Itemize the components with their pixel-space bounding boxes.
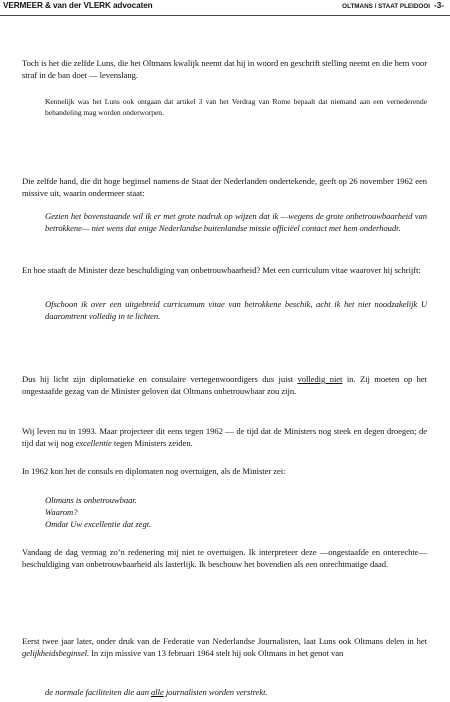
paragraph-5-text-end: in. Zij moeten op het ongestaafde gezag van de Minister geloven dat Oltmans onbetrouwbaar zou zijn.	[22, 374, 427, 396]
paragraph-6-italic: excellentie	[75, 438, 112, 448]
case-title: OLTMANS / STAAT PLEIDOOI	[342, 3, 430, 10]
quote-2: Ofschoon ik over een uitgebreid curricumum vitae van betrokkene beschik, acht ik het niet noodzakelijk U daaromtrent volledig in te lichten.	[45, 299, 427, 321]
quote-3-line: Waarom?	[45, 507, 78, 517]
quote-3-line: Omdat Uw excellentie dat zegt.	[45, 519, 152, 529]
quote-3-line: Oltmans is onbetrouwbaar.	[45, 495, 137, 505]
paragraph-6-text-end: tegen Ministers zeiden.	[111, 438, 193, 448]
quote-4-underlined: alle	[151, 687, 164, 697]
quote-4-text: de normale faciliteiten die aan	[45, 687, 152, 697]
paragraph-9-text: Eerst twee jaar later, onder druk van de Federatie van Nederlandse Journalisten, laat Luns ook Oltmans delen in het	[22, 636, 427, 646]
paragraph-5-underlined: volledig niet	[297, 374, 343, 384]
paragraph-8: Vandaag de dag vermag zo’n redenering mij niet te overtuigen. Ik interpreteer deze —ongestaafde en onterechte— beschuldiging van onbetrouwbaarheid als lasterlijk. Ik beschouw het bovendien als een onrechtmatige daad.	[22, 547, 427, 569]
paragraph-6-text: Wij leven nu in 1993. Maar projecteer dit eens tegen 1962 — de tijd dat de Ministers nog steek en degen droegen; de tijd dat wij nog	[22, 426, 427, 448]
paragraph-2: Kennelijk was het Luns ook ontgaan dat artikel 3 van het Verdrag van Rome bepaalt dat niemand aan een vernederende behandeling mag worden onderworpen.	[45, 97, 427, 117]
paragraph-4: En hoe staaft de Minister deze beschuldiging van onbetrouwbaarheid? Met een curriculum vitae waarover hij schrijft:	[22, 265, 421, 275]
page-header	[3, 1, 444, 14]
paragraph-6	[22, 425, 427, 449]
quote-3	[45, 494, 427, 530]
header-rule	[0, 15, 450, 16]
firm-name: VERMEER & van der VLERK advocaten	[3, 1, 153, 10]
paragraph-9-text-end: . In zijn missive van 13 februari 1964 stelt hij ook Oltmans in het genot van	[86, 648, 344, 658]
paragraph-1: Toch is het die zelfde Luns, die het Oltmans kwalijk neemt dat hij in woord en geschrift stelling neemt en die hem voor straf in de ban doet — levenslang.	[22, 58, 427, 80]
quote-4-text-end: journalisten worden verstrekt.	[163, 687, 268, 697]
paragraph-5	[22, 373, 427, 397]
paragraph-9	[22, 635, 427, 659]
paragraph-7: In 1962 kon het de consuls en diplomaten nog overtuigen, als de Minister zei:	[22, 466, 286, 476]
page-number: -3-	[433, 1, 444, 10]
paragraph-9-italic: gelijkheidsbeginsel	[22, 648, 87, 658]
paragraph-5-text: Dus hij licht zijn diplomatieke en consulaire vertegenwoordigers dus juist	[22, 374, 298, 384]
paragraph-3: Die zelfde hand, die dit hoge beginsel namens de Staat der Nederlanden ondertekende, geeft op 26 november 1962 een missive uit, waarin ondermeer staat:	[22, 176, 427, 198]
quote-4	[45, 686, 427, 698]
case-reference	[342, 1, 444, 10]
quote-1: Gezien het bovenstaande wil ik er met grote nadruk op wijzen dat ik —wegens de grote onbetrouwbaarheid van betrokkene— niet wens dat enige Nederlandse buitenlandse missie officiëel contact met hem onderhoudt.	[45, 211, 427, 233]
